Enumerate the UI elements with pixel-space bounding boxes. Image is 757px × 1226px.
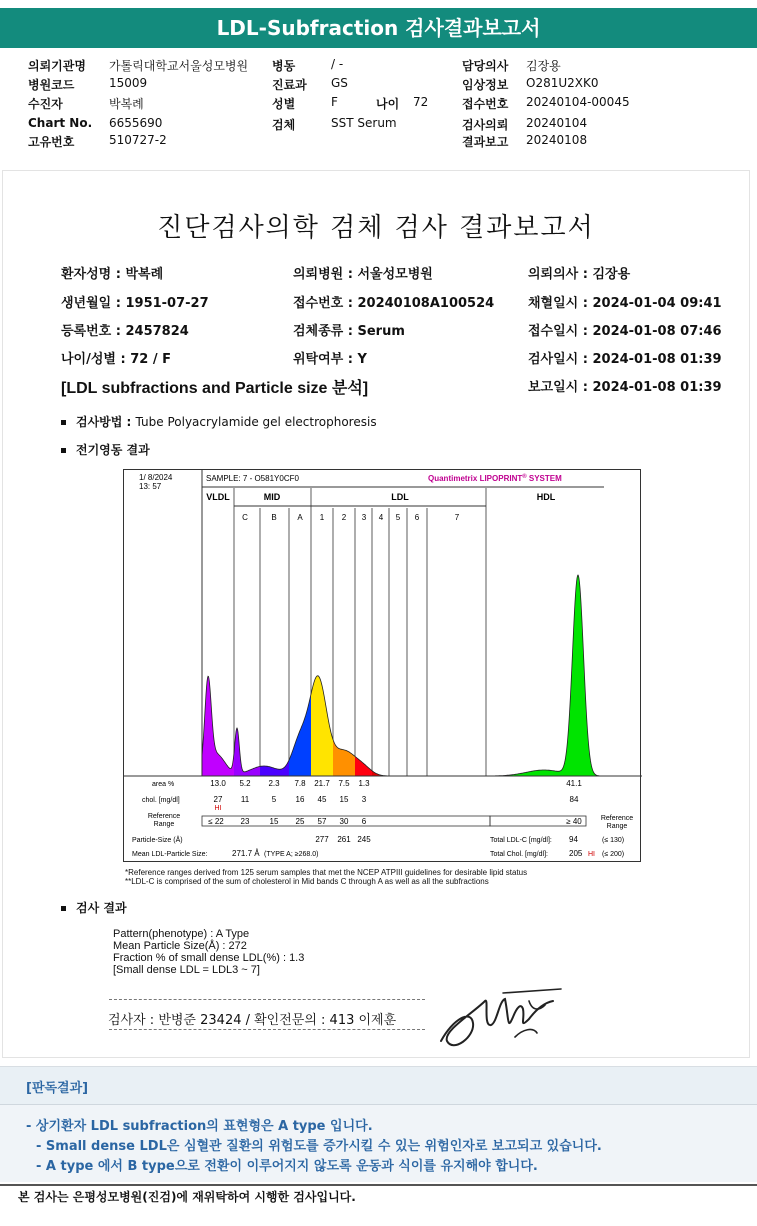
- chol-value-c: 11: [240, 795, 250, 804]
- field-label: 검체: [272, 118, 296, 132]
- area-value-3: 1.3: [358, 779, 370, 788]
- referring-doctor: 의뢰의사 : 김장용: [528, 267, 631, 282]
- result-mean-size: Mean Particle Size(Å) : 272: [113, 940, 247, 952]
- total-chol-label: Total Chol. [mg/dl]:: [490, 851, 548, 858]
- footer-divider: [0, 1184, 757, 1186]
- age-value: 72: [413, 95, 429, 109]
- result-fraction: Fraction % of small dense LDL(%) : 1.3: [113, 952, 305, 964]
- total-ldl-value: 94: [569, 835, 578, 844]
- field-value: O281U2XK0: [526, 76, 599, 90]
- field-value: 6655690: [109, 116, 163, 130]
- chol-value-a: 16: [295, 795, 305, 804]
- band-label-6: 6: [414, 513, 420, 522]
- birth-date: 생년월일 : 1951-07-27: [61, 296, 209, 311]
- band-label-1: 1: [319, 513, 325, 522]
- total-chol-value: 205: [569, 849, 583, 858]
- row-label-size: Particle-Size (Å): [132, 837, 183, 844]
- field-value: 박복례: [109, 97, 144, 111]
- particle-size-1: 277: [315, 835, 329, 844]
- bullet-dot: [61, 448, 66, 453]
- header-row: [0, 76, 757, 94]
- mean-size-value: 271.7 Å: [232, 849, 260, 858]
- field-label: 성별: [272, 97, 296, 111]
- group-label-mid: MID: [263, 492, 281, 502]
- reference-value-vldl: ≤ 22: [208, 817, 224, 826]
- band-label-4: 4: [378, 513, 384, 522]
- header-row: [0, 116, 757, 134]
- area-value-a: 7.8: [294, 779, 306, 788]
- result-lines: [113, 928, 304, 976]
- field-value: 20240108: [526, 133, 588, 147]
- interpretation-heading: [판독결과]: [26, 1081, 89, 1096]
- chart-svg: [124, 470, 642, 863]
- chol-value-b: 5: [271, 795, 277, 804]
- field-label: 병원코드: [28, 78, 75, 92]
- bullet-dot: [61, 906, 66, 911]
- chart-sample-id: SAMPLE: 7 - O581Y0CF0: [206, 474, 299, 483]
- receipt-time: 접수일시 : 2024-01-08 07:46: [528, 324, 722, 339]
- field-value: 김장용: [526, 59, 561, 73]
- chart-time: 13: 57: [139, 482, 162, 491]
- chart-date: 1/ 8/2024: [139, 473, 173, 482]
- field-value: 20240104: [526, 116, 588, 130]
- referring-hospital: 의뢰병원 : 서울성모병원: [293, 267, 433, 282]
- handwritten-signature: [433, 979, 573, 1059]
- group-label-vldl: VLDL: [206, 492, 230, 502]
- area-value-1: 21.7: [314, 779, 330, 788]
- profile-outline: [202, 575, 604, 776]
- peak-a: [289, 694, 311, 776]
- chol-value-3: 3: [361, 795, 367, 804]
- field-value: 15009: [109, 76, 148, 90]
- mean-size-type: (TYPE A; ≥268.0): [264, 851, 319, 858]
- reference-value-b: 15: [269, 817, 279, 826]
- row-label-reference: Reference Range: [147, 813, 181, 828]
- method-line: 검사방법 : Tube Polyacrylamide gel electrophoresis: [61, 413, 377, 430]
- reference-value-3: 6: [361, 817, 367, 826]
- field-label: 접수번호: [462, 97, 509, 111]
- collection-time: 채혈일시 : 2024-01-04 09:41: [528, 296, 722, 311]
- field-value: 510727-2: [109, 133, 167, 147]
- area-value-vldl: 13.0: [210, 779, 226, 788]
- chol-value-vldl: 27: [213, 795, 223, 804]
- footnote: *Reference ranges derived from 125 serum samples that met the NCEP ATPIII guidelines for desirable lipid status: [125, 868, 528, 877]
- total-chol-ref: (≤ 200): [602, 851, 625, 858]
- field-label: 진료과: [272, 78, 307, 92]
- area-value-c: 5.2: [239, 779, 251, 788]
- field-value: SST Serum: [331, 116, 397, 130]
- test-time: 검사일시 : 2024-01-08 01:39: [528, 352, 722, 367]
- reference-value-c: 23: [240, 817, 250, 826]
- field-value: / -: [331, 57, 344, 71]
- area-value-b: 2.3: [268, 779, 280, 788]
- area-value-hdl: 41.1: [566, 779, 582, 788]
- consignment: 위탁여부 : Y: [293, 352, 367, 367]
- field-label: 의뢰기관명: [28, 59, 86, 73]
- section-title: [LDL subfractions and Particle size 분석]: [61, 380, 369, 397]
- age-sex: 나이/성별 : 72 / F: [61, 352, 172, 367]
- header-row: [0, 133, 757, 151]
- hi-flag: HI: [214, 805, 222, 812]
- field-value: 가톨릭대학교서울성모병원: [109, 59, 249, 73]
- reference-value-hdl: ≥ 40: [566, 817, 582, 826]
- field-label: 결과보고: [462, 135, 509, 149]
- patient-name: 환자성명 : 박복례: [61, 267, 164, 282]
- bullet-dot: [61, 420, 66, 425]
- row-label-area: area %: [152, 781, 175, 788]
- field-value: F: [331, 95, 338, 109]
- report-title-bar: LDL-Subfraction 검사결과보고서: [0, 8, 757, 48]
- report-heading: 진단검사의학 검체 검사 결과보고서: [157, 213, 595, 243]
- reference-value-1: 57: [317, 817, 327, 826]
- footer-note: 본 검사는 은평성모병원(진검)에 재위탁하여 시행한 검사입니다.: [18, 1190, 356, 1204]
- field-label: 병동: [272, 59, 296, 73]
- total-chol-hi-flag: HI: [588, 851, 595, 858]
- row-label-mean: Mean LDL-Particle Size:: [132, 851, 208, 858]
- field-label: 수진자: [28, 97, 63, 111]
- specimen-type: 검체종류 : Serum: [293, 324, 405, 339]
- band-label-c: C: [242, 513, 248, 522]
- header-row: [0, 95, 757, 113]
- footnote: **LDL-C is comprised of the sum of cholesterol in Mid bands C through A as well as all the subfractions: [125, 877, 489, 886]
- result-heading: 검사 결과: [61, 899, 127, 916]
- header-row: [0, 57, 757, 75]
- signature-line-bottom: [109, 1029, 425, 1030]
- registration-number: 등록번호 : 2457824: [61, 324, 189, 339]
- interpretation-line: - A type 에서 B type으로 전환이 이루어지지 않도록 운동과 식이를 유지해야 합니다.: [36, 1159, 538, 1174]
- particle-size-2: 261: [337, 835, 351, 844]
- embedded-report: [2, 170, 750, 1058]
- result-pattern: Pattern(phenotype) : A Type: [113, 928, 250, 940]
- reference-value-2: 30: [339, 817, 349, 826]
- row-label-chol: chol. [mg/dl]: [142, 797, 180, 804]
- interpretation-line: - 상기환자 LDL subfraction의 표현형은 A type 입니다.: [26, 1119, 373, 1134]
- peak-c: [234, 728, 260, 776]
- reference-value-a: 25: [295, 817, 305, 826]
- examiner-line: 검사자 : 반병준 23424 / 확인전문의 : 413 이제훈: [108, 1013, 397, 1028]
- receipt-number: 접수번호 : 20240108A100524: [293, 296, 495, 311]
- band-label-b: B: [271, 513, 277, 522]
- band-label-a: A: [297, 513, 303, 522]
- peak-ldl2: [333, 740, 355, 777]
- group-label-ldl: LDL: [391, 492, 409, 502]
- group-label-hdl: HDL: [536, 492, 556, 502]
- field-value: 20240104-00045: [526, 95, 630, 109]
- band-label-2: 2: [341, 513, 347, 522]
- chol-value-1: 45: [317, 795, 327, 804]
- peak-ldl3: [355, 756, 372, 776]
- interpretation-line: - Small dense LDL은 심혈관 질환의 위험도를 증가시킬 수 있는 위험인자로 보고되고 있습니다.: [36, 1139, 602, 1154]
- peak-vldl: [202, 676, 234, 776]
- signature-line-top: [109, 999, 425, 1000]
- field-label: 고유번호: [28, 135, 75, 149]
- field-label: 담당의사: [462, 59, 509, 73]
- lipoprint-chart: [123, 469, 641, 862]
- field-label: Chart No.: [28, 116, 93, 130]
- band-label-7: 7: [454, 513, 460, 522]
- area-value-2: 7.5: [338, 779, 350, 788]
- chol-value-hdl: 84: [569, 795, 579, 804]
- field-label: 검사의뢰: [462, 118, 509, 132]
- interpretation-heading-bar: [0, 1066, 757, 1104]
- electrophoresis-heading: 전기영동 결과: [61, 441, 150, 458]
- total-ldl-ref: (≤ 130): [602, 837, 625, 844]
- interpretation-body: [0, 1104, 757, 1182]
- age-label: 나이: [376, 97, 400, 111]
- chol-value-2: 15: [339, 795, 349, 804]
- chart-system-name: Quantimetrix LIPOPRINT® SYSTEM: [428, 474, 562, 483]
- band-label-3: 3: [361, 513, 367, 522]
- reference-range-label-right: Reference Range: [600, 815, 634, 830]
- total-ldl-label: Total LDL-C [mg/dl]:: [490, 837, 552, 844]
- particle-size-3: 245: [357, 835, 371, 844]
- field-label: 임상정보: [462, 78, 509, 92]
- field-value: GS: [331, 76, 348, 90]
- report-time: 보고일시 : 2024-01-08 01:39: [528, 380, 722, 395]
- result-definition: [Small dense LDL = LDL3 ~ 7]: [113, 964, 260, 976]
- band-label-5: 5: [395, 513, 401, 522]
